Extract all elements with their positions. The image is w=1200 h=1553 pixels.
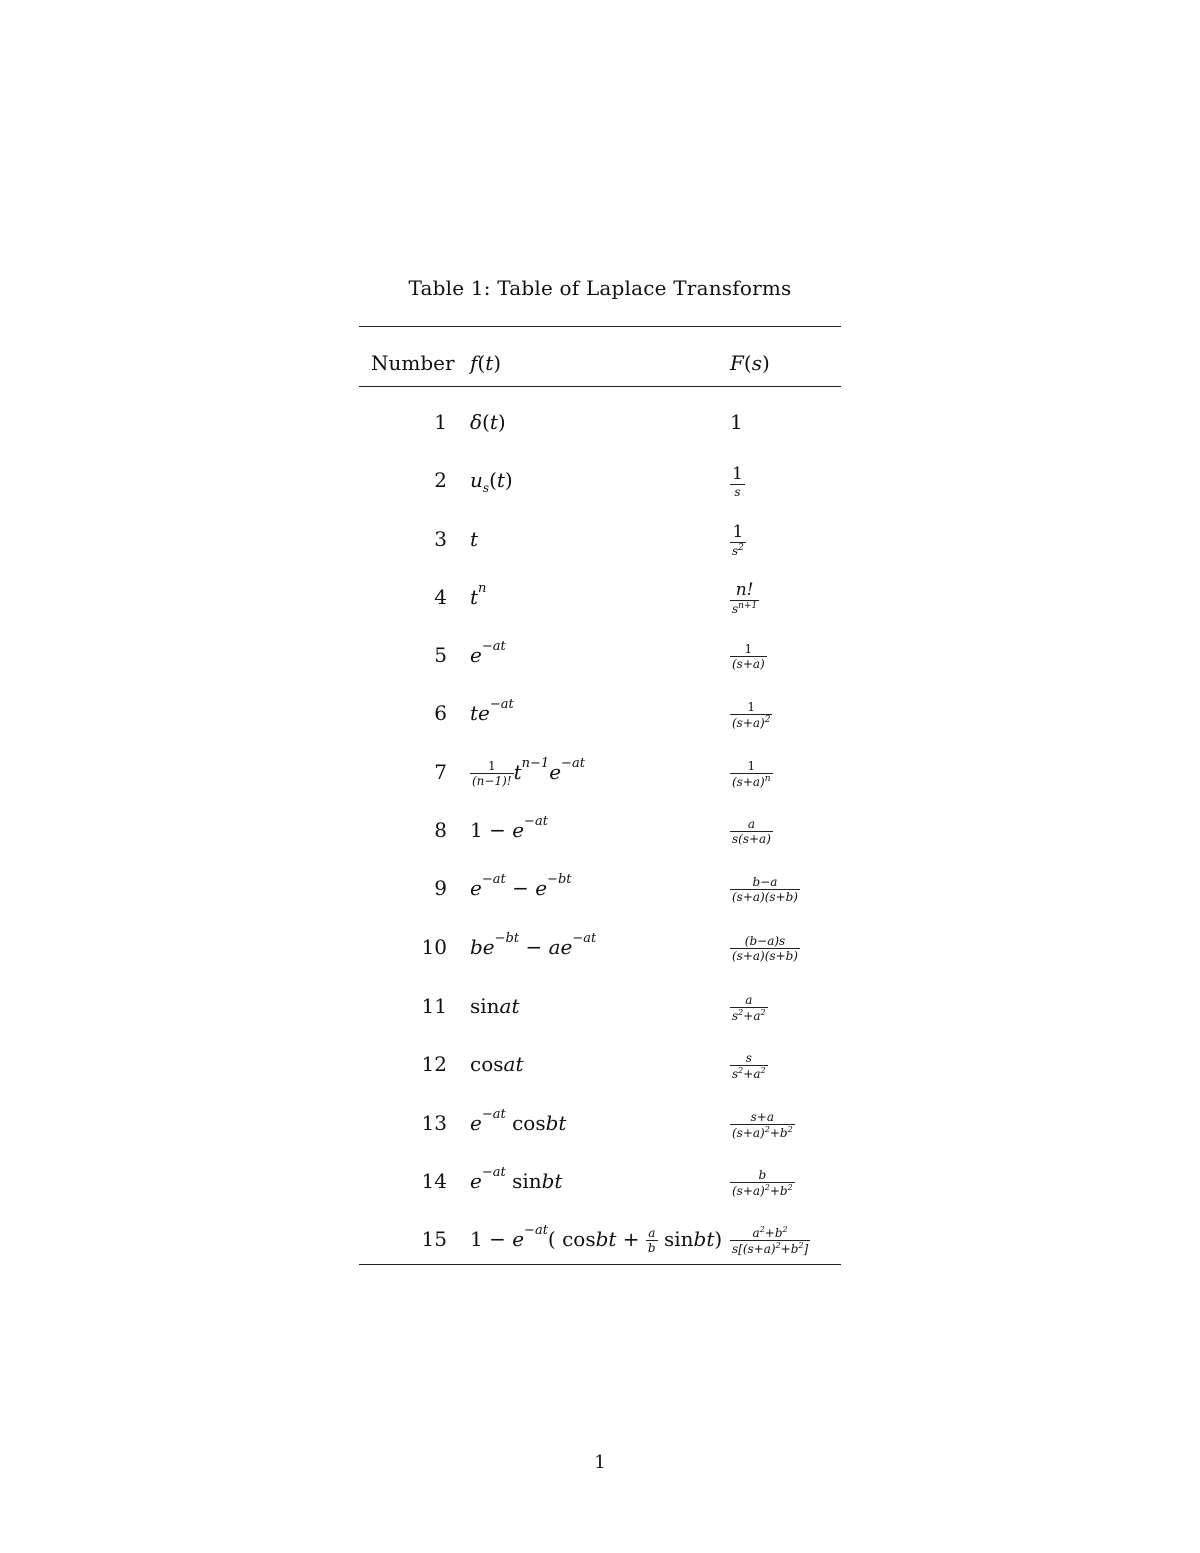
table-bottom-rule: [359, 1264, 841, 1265]
row-number: 5: [434, 643, 447, 667]
row-number: 6: [434, 701, 447, 725]
row-F-of-s: $\frac{a^2+b^2}{s[(s+a)^2+b^2]}$: [732, 1225, 809, 1256]
row-number: 9: [434, 876, 447, 900]
table-row: [359, 1103, 841, 1143]
table-row: [359, 1161, 841, 1201]
row-f-of-t: $1 - e^{-at}$: [470, 814, 548, 842]
table-row: [359, 752, 841, 792]
row-number: 2: [434, 468, 447, 492]
row-number: 10: [421, 935, 447, 959]
row-number: 14: [421, 1169, 447, 1193]
table-row: [359, 986, 841, 1026]
table-row: [359, 402, 841, 442]
row-F-of-s: $\frac{(b-a)s}{(s+a)(s+b)}$: [732, 934, 798, 963]
table-row: [359, 693, 841, 733]
table-row: [359, 868, 841, 908]
header-F-of-s: F(s): [730, 351, 770, 375]
row-F-of-s: $\frac{1}{(s+a)}$: [732, 642, 765, 671]
row-f-of-t: $\frac{1}{(n-1)!}$ $t^{n-1}e^{-at}$: [472, 756, 585, 788]
row-f-of-t: $e^{-at} - e^{-bt}$: [470, 872, 572, 900]
table-top-rule: [359, 326, 841, 327]
table-caption: Table 1: Table of Laplace Transforms: [408, 276, 792, 300]
row-f-of-t: $be^{-bt} - ae^{-at}$: [470, 931, 597, 959]
row-number: 8: [434, 818, 447, 842]
table-row: [359, 577, 841, 617]
row-number: 13: [421, 1111, 447, 1135]
row-F-of-s: $\frac{s+a}{(s+a)^2+b^2}$: [732, 1109, 793, 1140]
row-F-of-s: $\frac{1}{s^2}$: [732, 522, 744, 558]
row-f-of-t: $e^{-at}$: [470, 639, 506, 667]
table-row: [359, 1219, 841, 1259]
page-number: 1: [594, 1452, 606, 1473]
row-F-of-s: $\frac{a}{s^2+a^2}$: [732, 992, 766, 1023]
table-row: [359, 460, 841, 500]
row-f-of-t: $u_s(t)$: [470, 468, 513, 495]
row-number: 11: [421, 994, 447, 1018]
row-f-of-t: t: [470, 527, 479, 551]
table-row: [359, 1044, 841, 1084]
row-F-of-s: $\frac{1}{(s+a)^n}$: [732, 758, 771, 789]
header-number: Number: [371, 351, 455, 375]
table-header-rule: [359, 386, 841, 387]
row-f-of-t: cosat: [470, 1052, 524, 1076]
row-number: 7: [434, 760, 447, 784]
table-row: [359, 810, 841, 850]
row-F-of-s: 1: [730, 410, 743, 434]
table-row: [359, 635, 841, 675]
row-number: 3: [434, 527, 447, 551]
row-F-of-s: $\frac{a}{s(s+a)}$: [732, 817, 771, 846]
row-number: 1: [434, 410, 447, 434]
row-f-of-t: $e^{-at}$ sinbt: [470, 1165, 563, 1193]
row-f-of-t: $1 - e^{-at}$( cosbt + $\frac{a}{b}$ sinbt): [470, 1223, 723, 1255]
table-header-row: [359, 343, 841, 383]
table-row: [359, 519, 841, 559]
row-number: 15: [421, 1227, 447, 1251]
row-F-of-s: $\frac{b-a}{(s+a)(s+b)}$: [732, 875, 798, 904]
row-F-of-s: $\frac{1}{s}$: [732, 463, 743, 499]
row-number: 4: [434, 585, 447, 609]
row-F-of-s: $\frac{n!}{s^{n+1}}$: [732, 580, 758, 616]
row-f-of-t: δ(t): [470, 410, 506, 434]
row-F-of-s: $\frac{1}{(s+a)^2}$: [732, 699, 771, 730]
row-f-of-t: $te^{-at}$: [470, 697, 514, 725]
row-f-of-t: sinat: [470, 994, 520, 1018]
row-F-of-s: $\frac{s}{s^2+a^2}$: [732, 1050, 766, 1081]
row-number: 12: [421, 1052, 447, 1076]
table-row: [359, 927, 841, 967]
row-F-of-s: $\frac{b}{(s+a)^2+b^2}$: [732, 1167, 793, 1198]
row-f-of-t: $t^n$: [470, 581, 487, 609]
header-f-of-t: f(t): [470, 351, 502, 375]
row-f-of-t: $e^{-at}$ cosbt: [470, 1107, 567, 1135]
